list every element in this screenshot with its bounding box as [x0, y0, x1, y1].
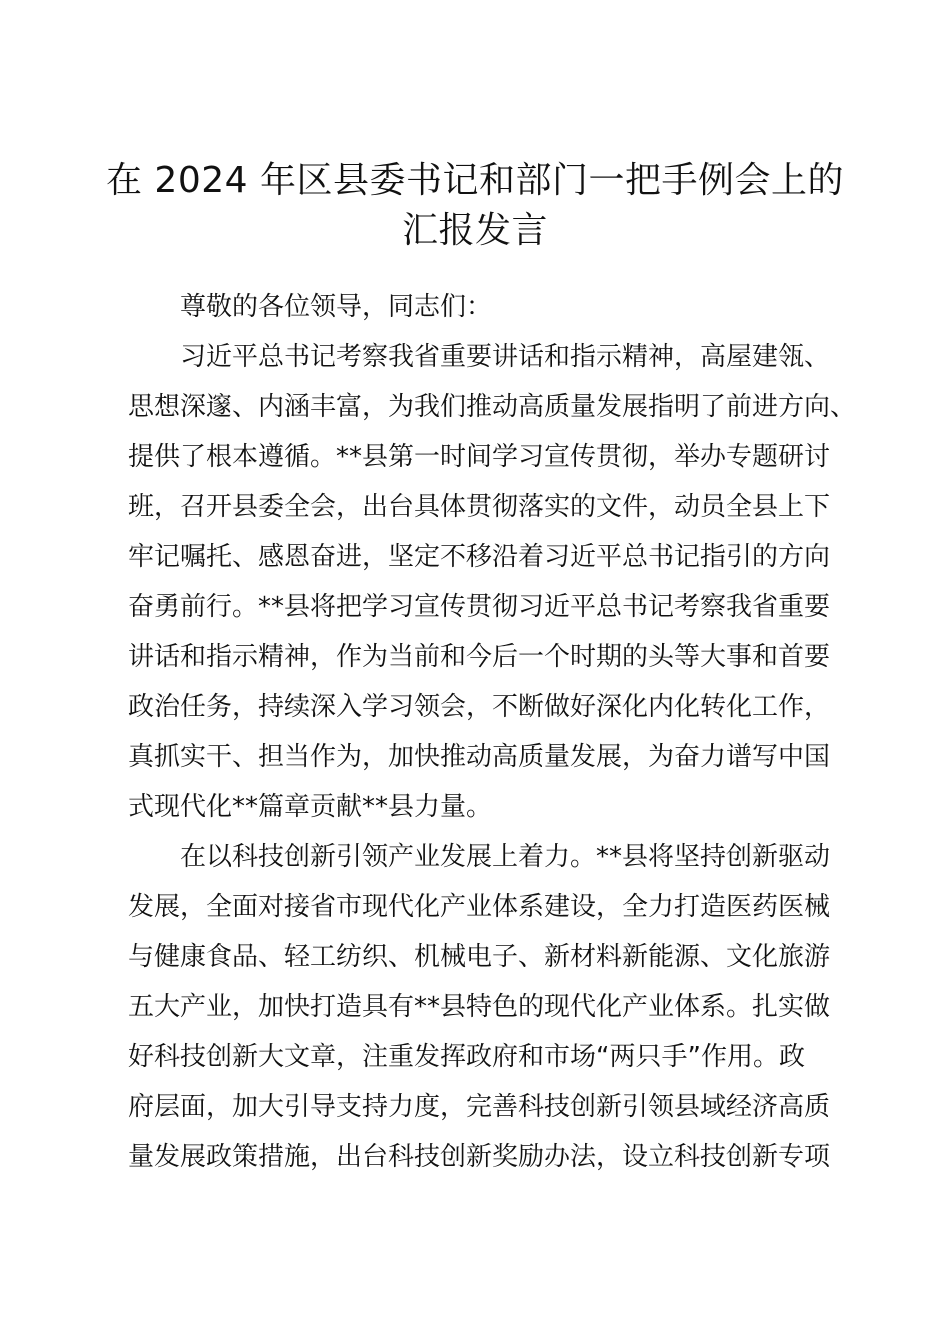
- title-line-2: 汇报发言: [401, 210, 548, 251]
- paragraph-1-line: 班，召开县委全会，出台具体贯彻落实的文件，动员全县上下: [128, 492, 831, 522]
- paragraph-2-line: 发展，全面对接省市现代化产业体系建设，全力打造医药医械: [128, 892, 831, 922]
- paragraph-1-line: 真抓实干、担当作为，加快推动高质量发展，为奋力谱写中国: [128, 742, 831, 772]
- paragraph-2-line: 量发展政策措施，出台科技创新奖励办法，设立科技创新专项: [128, 1142, 831, 1172]
- paragraph-1-line: 式现代化**篇章贡献**县力量。: [128, 792, 493, 822]
- paragraph-1-line: 提供了根本遵循。**县第一时间学习宣传贯彻，举办专题研讨: [128, 442, 831, 472]
- paragraph-2-line: 与健康食品、轻工纺织、机械电子、新材料新能源、文化旅游: [128, 942, 831, 972]
- paragraph-1-line: 习近平总书记考察我省重要讲话和指示精神，高屋建瓴、: [180, 342, 831, 372]
- paragraph-1-line: 奋勇前行。**县将把学习宣传贯彻习近平总书记考察我省重要: [128, 592, 831, 622]
- salutation: 尊敬的各位领导，同志们：: [180, 292, 493, 322]
- paragraph-2-line: 好科技创新大文章，注重发挥政府和市场“两只手”作用。政: [128, 1042, 805, 1072]
- paragraph-2-line: 五大产业，加快打造具有**县特色的现代化产业体系。扎实做: [128, 992, 831, 1022]
- title-line-1: 在 2024 年区县委书记和部门一把手例会上的: [105, 160, 844, 201]
- paragraph-1-line: 讲话和指示精神，作为当前和今后一个时期的头等大事和首要: [128, 642, 831, 672]
- paragraph-2-line: 府层面，加大引导支持力度，完善科技创新引领县域经济高质: [128, 1092, 831, 1122]
- paragraph-1-line: 政治任务，持续深入学习领会，不断做好深化内化转化工作，: [128, 692, 831, 722]
- document-title: [100, 156, 850, 256]
- document-body: [128, 282, 857, 1182]
- paragraph-2-line: 在以科技创新引领产业发展上着力。**县将坚持创新驱动: [180, 842, 831, 872]
- paragraph-1-line: 思想深邃、内涵丰富，为我们推动高质量发展指明了前进方向、: [128, 392, 857, 422]
- paragraph-1-line: 牢记嘱托、感恩奋进，坚定不移沿着习近平总书记指引的方向: [128, 542, 831, 572]
